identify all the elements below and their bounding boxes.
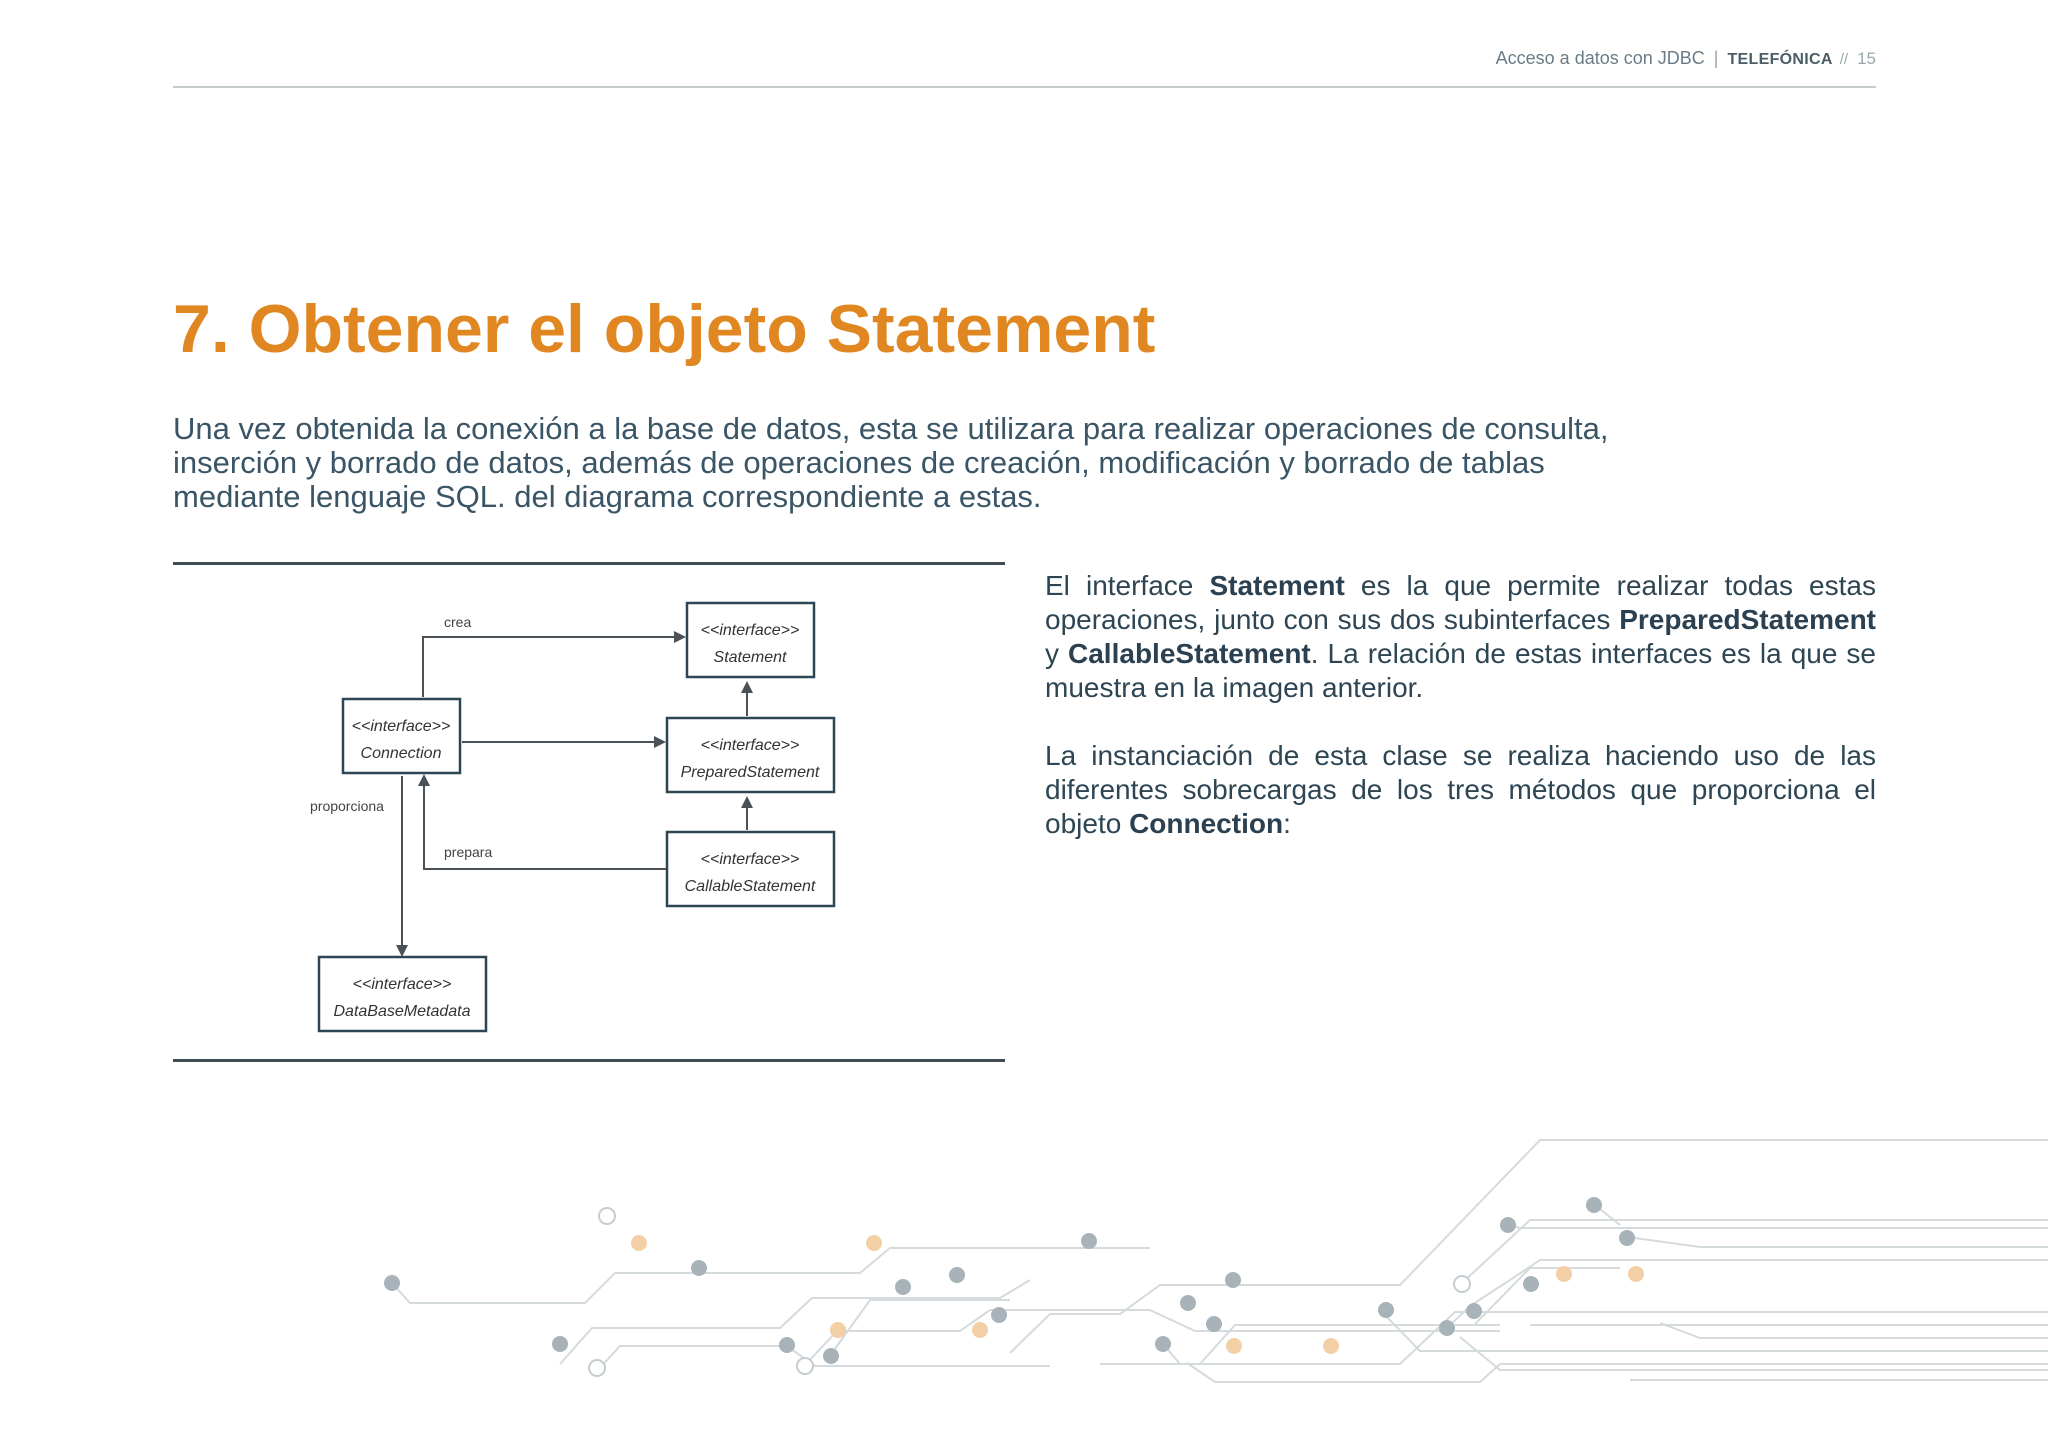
- prepared-name: PreparedStatement: [680, 764, 820, 781]
- node-database-metadata: [319, 957, 486, 1031]
- node-prepared-statement: [667, 718, 834, 792]
- node-connection: [343, 699, 460, 773]
- label-proporciona: proporciona: [310, 798, 384, 814]
- body-paragraph-1: [1045, 569, 1876, 705]
- label-prepara: prepara: [444, 844, 493, 860]
- p2-text-1: La instanciación de esta clase se realiza haciendo uso de las diferentes sobrecargas de los tres métodos que proporciona el objeto: [1045, 740, 1876, 839]
- statement-name: Statement: [713, 649, 787, 666]
- diagram-bottom-rule: [173, 1059, 1005, 1062]
- p1-text-3: y: [1045, 638, 1069, 669]
- connection-name: Connection: [360, 745, 442, 762]
- p1-bold-prepared: PreparedStatement: [1619, 604, 1876, 635]
- header-slashes: //: [1839, 51, 1849, 68]
- body-paragraph-2: [1045, 739, 1876, 841]
- connection-stereotype: <<interface>>: [351, 718, 451, 735]
- circuit-decoration: [0, 1120, 2048, 1448]
- header-divider: [173, 86, 1876, 88]
- prepared-stereotype: <<interface>>: [700, 737, 800, 754]
- header-separator: |: [1713, 48, 1719, 68]
- p1-text-2: es la que permite realizar todas estas operaciones, junto con sus dos subinterfaces: [1045, 570, 1876, 635]
- node-callable-statement: [667, 832, 834, 906]
- running-header: [1496, 48, 1876, 69]
- section-intro: Una vez obtenida la conexión a la base de datos, esta se utilizara para realizar operaciones de consulta, inserción y borrado de datos, además de operaciones de creación, modificación y borrado de tablas mediante lenguaje SQL. del diagrama correspondiente a estas.: [173, 411, 1609, 514]
- p2-text-2: :: [1283, 808, 1291, 839]
- metadata-name: DataBaseMetadata: [333, 1003, 471, 1020]
- diagram-top-rule: [173, 562, 1005, 565]
- header-doc-title: Acceso a datos con JDBC: [1495, 48, 1705, 68]
- header-brand: TELEFÓNICA: [1727, 51, 1833, 68]
- page-number: 15: [1857, 49, 1876, 68]
- metadata-stereotype: <<interface>>: [352, 976, 452, 993]
- edge-crea: [423, 637, 684, 697]
- p1-bold-statement: Statement: [1209, 570, 1345, 601]
- node-statement: [687, 603, 814, 677]
- p1-bold-callable: CallableStatement: [1068, 638, 1311, 669]
- p1-text-4: . La relación de estas interfaces es la que se muestra en la imagen anterior.: [1045, 638, 1876, 703]
- label-crea: crea: [444, 614, 472, 630]
- p1-text-1: El interface: [1045, 570, 1210, 601]
- statement-stereotype: <<interface>>: [700, 622, 800, 639]
- section-title: 7. Obtener el objeto Statement: [173, 291, 1156, 367]
- p2-bold-connection: Connection: [1129, 808, 1284, 839]
- uml-diagram: [173, 568, 1005, 1058]
- callable-stereotype: <<interface>>: [700, 851, 800, 868]
- callable-name: CallableStatement: [684, 878, 816, 895]
